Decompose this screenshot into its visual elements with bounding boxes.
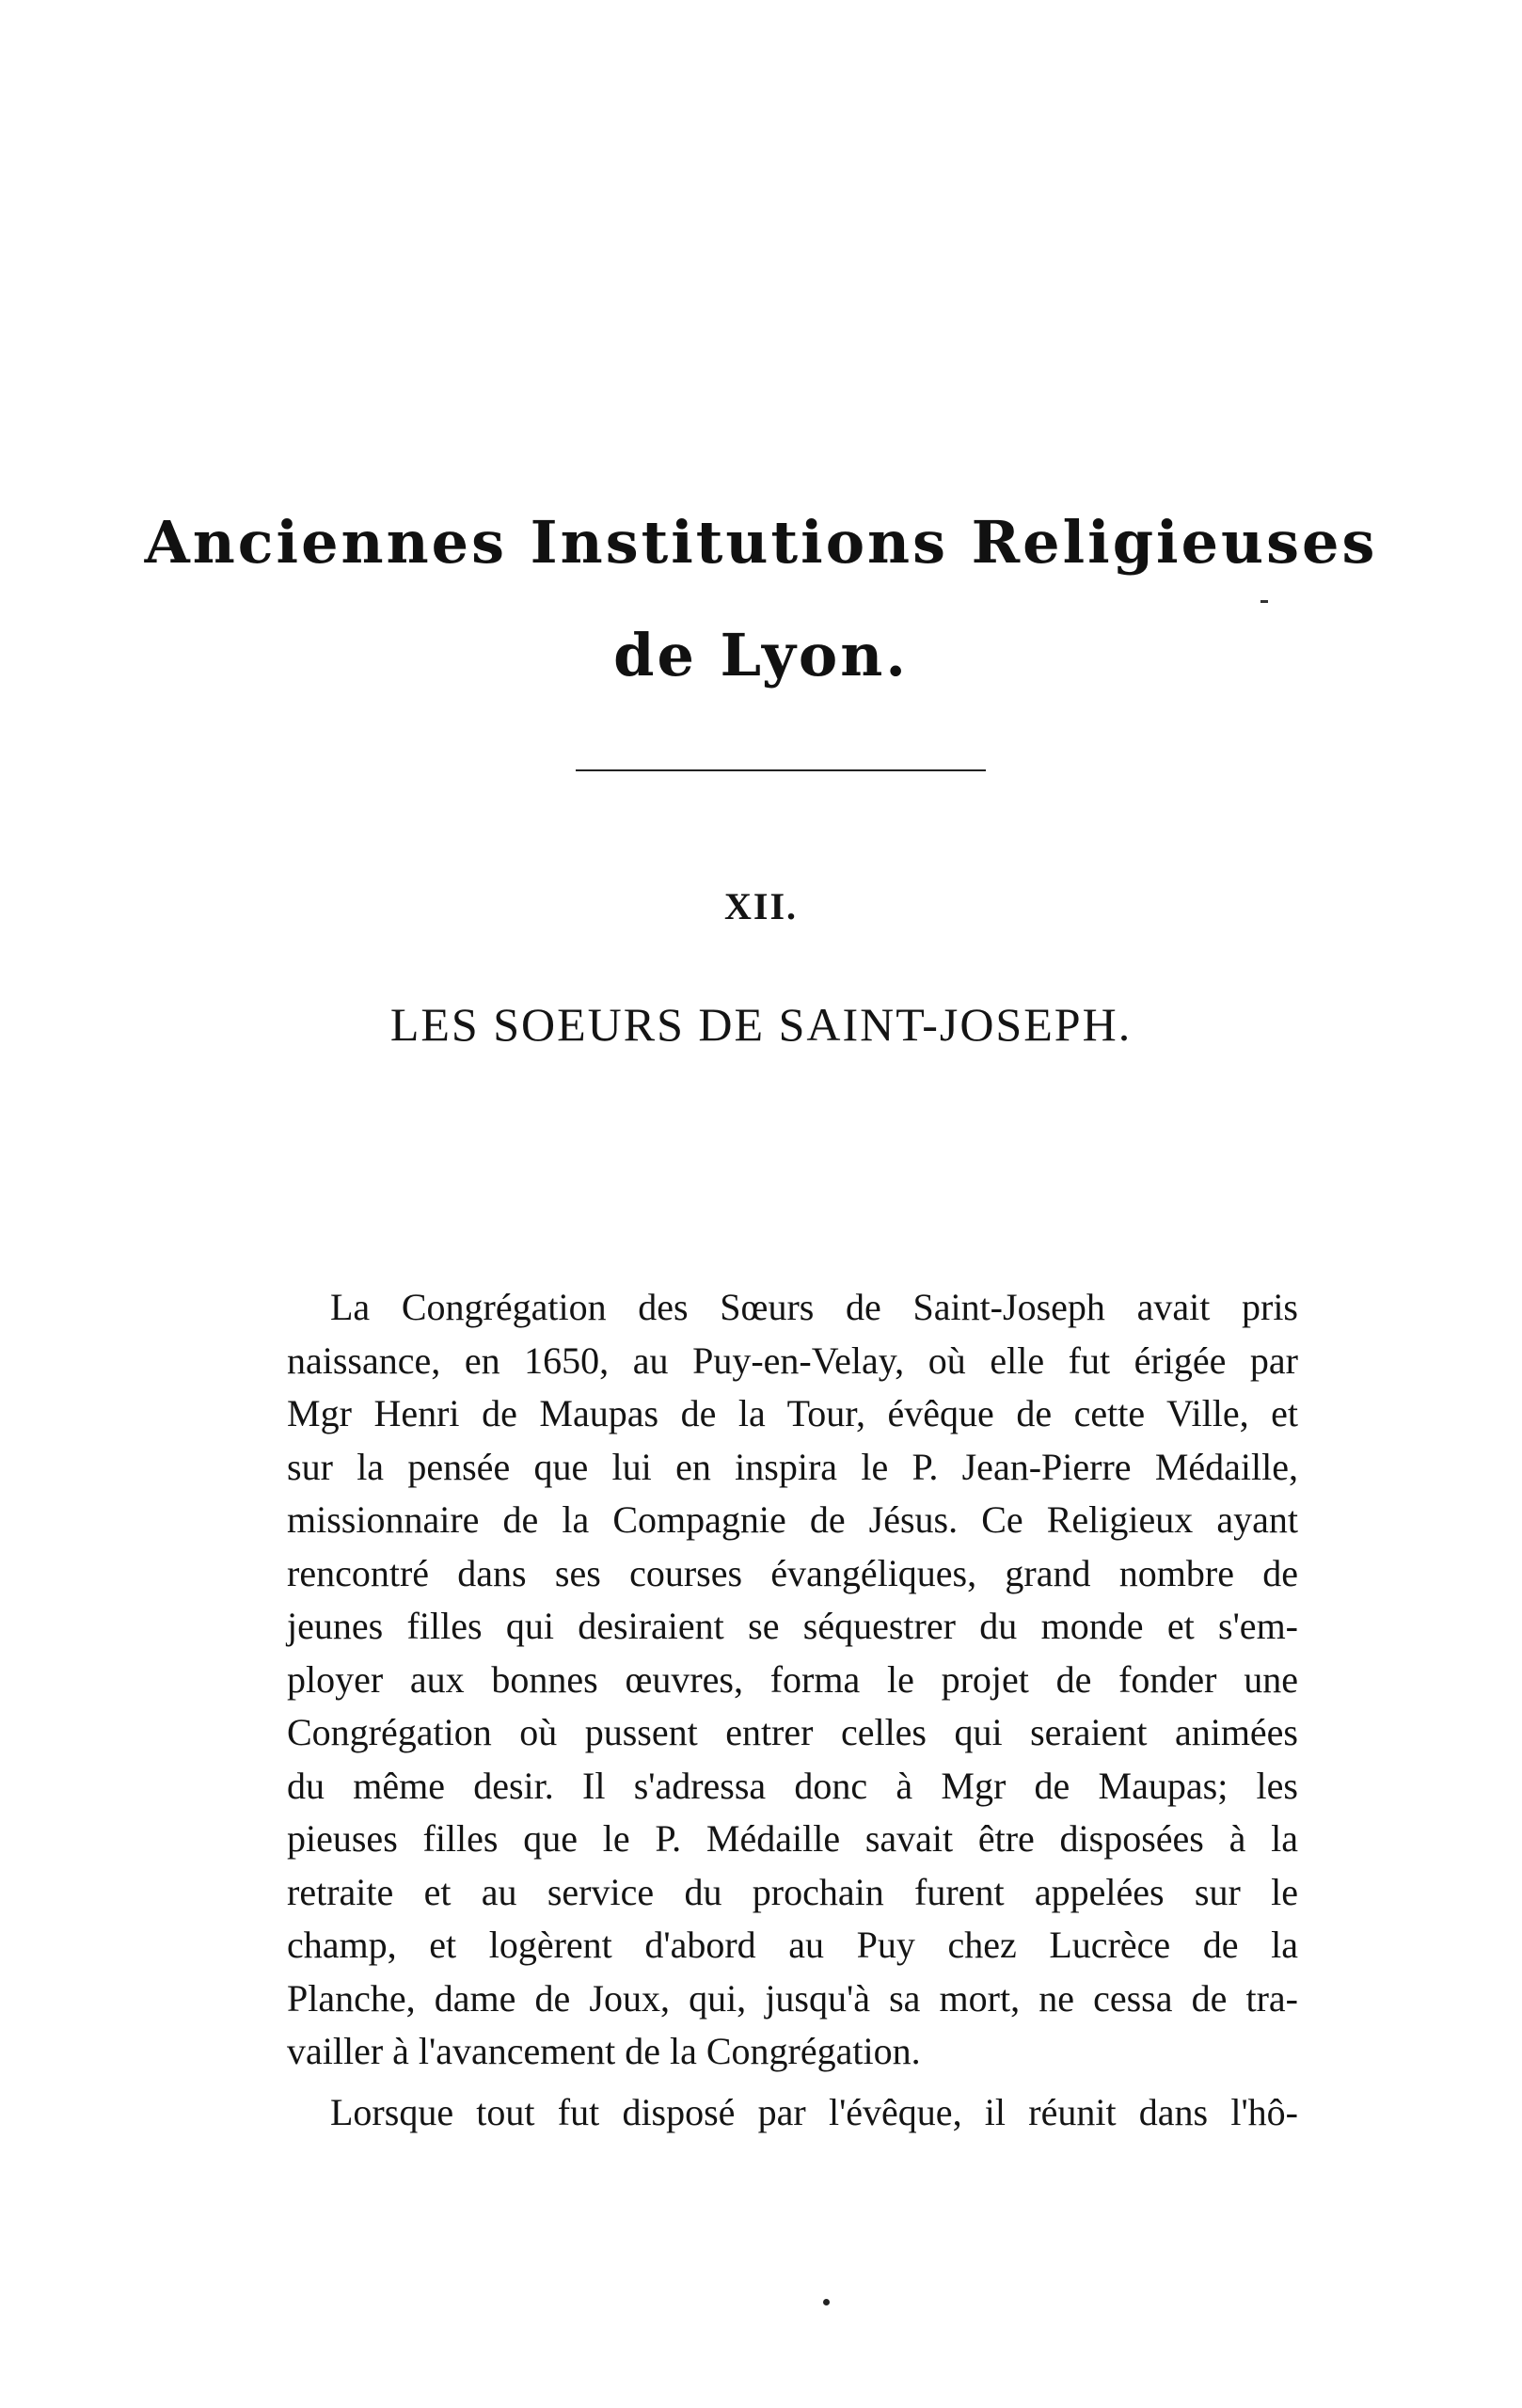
text-line: sur la pensée que lui en inspira le P. Jean-Pierre Médaille,	[287, 1445, 1298, 1488]
text-line: Lorsque tout fut disposé par l'évêque, il réunit dans l'hô-	[330, 2090, 1298, 2133]
separator-rule	[576, 769, 986, 771]
chapter-title: LES SOEURS DE SAINT-JOSEPH.	[389, 998, 1133, 1051]
text-line: pieuses filles que le P. Médaille savait être disposées à la	[287, 1817, 1298, 1860]
text-line: La Congrégation des Sœurs de Saint-Joseph avait pris	[330, 1286, 1298, 1328]
text-line: champ, et logèrent d'abord au Puy chez Lucrèce de la	[287, 1924, 1298, 1966]
ink-mark	[1260, 600, 1268, 603]
text-line: naissance, en 1650, au Puy-en-Velay, où elle fut érigée par	[287, 1339, 1298, 1382]
text-line: Mgr Henri de Maupas de la Tour, évêque de cette Ville, et	[287, 1392, 1298, 1434]
body-paragraphs	[287, 1281, 1298, 2139]
text-line: vailler à l'avancement de la Congrégation.	[287, 2030, 921, 2072]
text-line: Congrégation où pussent entrer celles qui seraient animées	[287, 1711, 1298, 1753]
page-header-line-1: Anciennes Institutions Religieuses	[144, 508, 1378, 577]
footer-dot	[823, 2299, 830, 2305]
text-line: retraite et au service du prochain furent appelées sur le	[287, 1870, 1298, 1913]
text-line: Planche, dame de Joux, qui, jusqu'à sa mort, ne cessa de tra-	[287, 1976, 1298, 2020]
text-line: missionnaire de la Compagnie de Jésus. Ce Religieux ayant	[287, 1498, 1298, 1541]
page-header-line-2: de Lyon.	[613, 621, 909, 689]
text-line: rencontré dans ses courses évangéliques, grand nombre de	[287, 1551, 1298, 1594]
text-line: ployer aux bonnes œuvres, forma le projet de fonder une	[287, 1657, 1298, 1701]
text-line: du même desir. Il s'adressa donc à Mgr de Maupas; les	[287, 1764, 1298, 1807]
text-line: jeunes filles qui desiraient se séquestrer du monde et s'em-	[287, 1605, 1298, 1647]
chapter-number: XII.	[723, 885, 799, 927]
